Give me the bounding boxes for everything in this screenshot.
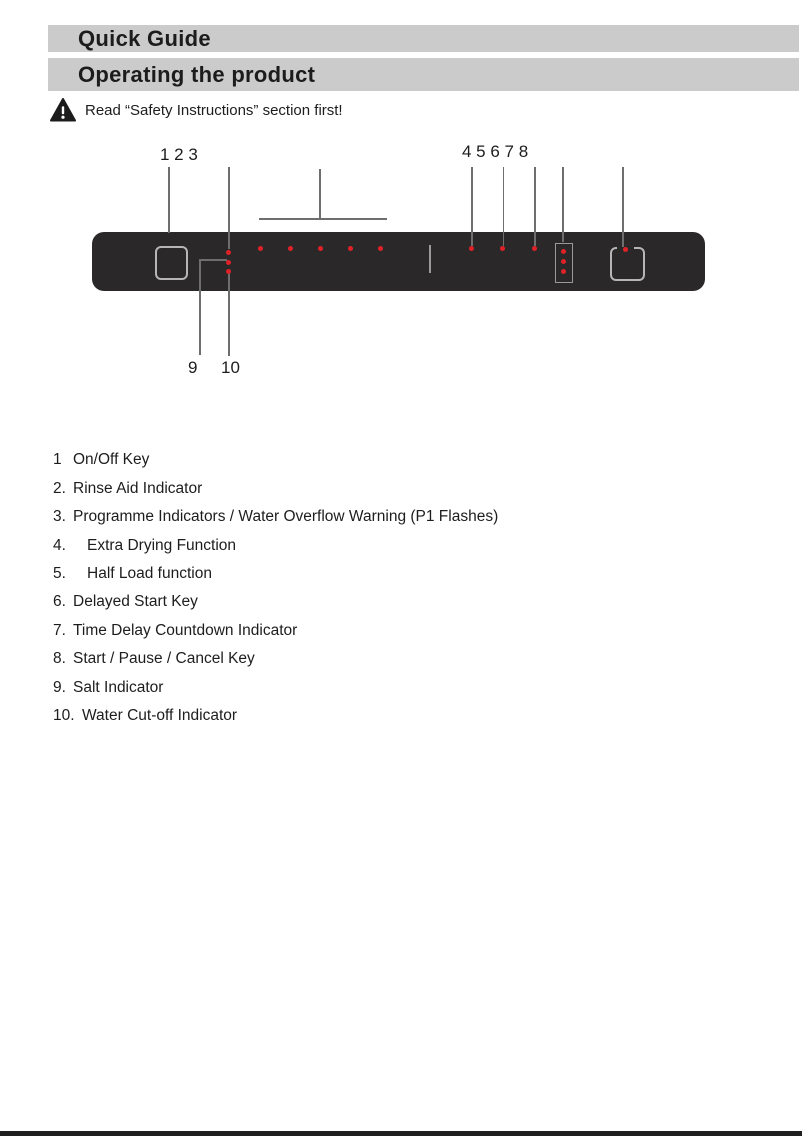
start-led xyxy=(623,247,628,252)
callout-line-9 xyxy=(199,259,201,355)
legend-item-label: Time Delay Countdown Indicator xyxy=(73,621,298,639)
callout-label-45678: 4 5 6 7 8 xyxy=(462,142,529,161)
programme-led-2 xyxy=(288,246,293,251)
programme-led-3 xyxy=(318,246,323,251)
countdown-led-2 xyxy=(561,259,566,264)
callout-label-10: 10 xyxy=(221,358,240,377)
callout-line-4 xyxy=(471,167,473,246)
legend-item-number: 4. xyxy=(53,536,66,554)
legend-item-label: Salt Indicator xyxy=(73,678,164,696)
legend-item-label: Water Cut-off Indicator xyxy=(82,707,238,725)
section-header-operating xyxy=(48,58,799,91)
legend-item-label: Extra Drying Function xyxy=(87,536,237,554)
legend-item-number: 9. xyxy=(53,678,66,696)
start-pause-cancel-button xyxy=(610,247,645,281)
safety-warning-note xyxy=(50,98,343,122)
legend-item-number: 8. xyxy=(53,650,66,668)
legend-item-label: Programme Indicators / Water Overflow Warning (P1 Flashes) xyxy=(73,508,499,526)
callout-line-5 xyxy=(503,167,505,246)
water-cutoff-led xyxy=(226,269,231,274)
legend-item-2 xyxy=(53,474,753,502)
legend-item-label: Rinse Aid Indicator xyxy=(73,479,203,497)
legend-item-1 xyxy=(53,446,753,474)
legend-item-number: 3. xyxy=(53,508,66,526)
callout-line-1 xyxy=(168,167,170,233)
half-load-led xyxy=(500,246,505,251)
legend-item-number: 5. xyxy=(53,564,66,582)
legend-item-6 xyxy=(53,588,753,616)
legend-item-number: 6. xyxy=(53,593,66,611)
panel-divider xyxy=(429,245,431,273)
programme-led-4 xyxy=(348,246,353,251)
callout-label-9: 9 xyxy=(188,358,198,377)
section-header-quick-guide xyxy=(48,25,799,52)
countdown-led-3 xyxy=(561,269,566,274)
legend-item-number: 1 xyxy=(53,451,62,469)
callout-line-7 xyxy=(562,167,564,242)
programme-led-5 xyxy=(378,246,383,251)
callout-line-10 xyxy=(228,272,230,356)
operating-title: Operating the product xyxy=(78,61,316,87)
rinse-aid-led xyxy=(226,250,231,255)
legend-item-number: 10. xyxy=(53,707,75,725)
legend-item-4 xyxy=(53,531,753,559)
callout-line-3-stem xyxy=(319,169,321,219)
legend-item-3 xyxy=(53,503,753,531)
callout-label-123: 1 2 3 xyxy=(160,145,198,164)
legend-item-9 xyxy=(53,674,753,702)
legend-item-8 xyxy=(53,645,753,673)
legend-item-number: 2. xyxy=(53,479,66,497)
legend-item-number: 7. xyxy=(53,621,66,639)
callout-line-6 xyxy=(534,167,536,246)
legend-item-7 xyxy=(53,617,753,645)
legend-item-label: Delayed Start Key xyxy=(73,593,198,611)
warning-text: Read “Safety Instructions” section first! xyxy=(85,101,343,119)
quick-guide-title: Quick Guide xyxy=(78,25,211,51)
legend-item-5 xyxy=(53,560,753,588)
legend-item-label: On/Off Key xyxy=(73,451,150,469)
legend-list xyxy=(53,446,753,730)
legend-item-label: Start / Pause / Cancel Key xyxy=(73,650,255,668)
callout-line-2 xyxy=(228,167,230,249)
programme-led-1 xyxy=(258,246,263,251)
countdown-led-1 xyxy=(561,249,566,254)
warning-icon xyxy=(50,98,76,122)
on-off-button xyxy=(155,246,188,280)
legend-item-label: Half Load function xyxy=(87,564,212,582)
callout-line-9-elbow xyxy=(199,259,227,261)
extra-drying-led xyxy=(469,246,474,251)
callout-line-8 xyxy=(622,167,624,247)
legend-item-10 xyxy=(53,702,753,730)
page-bottom-rule xyxy=(0,1131,802,1136)
callout-line-3-bar xyxy=(259,218,387,220)
control-panel-diagram xyxy=(0,140,802,392)
delayed-start-led xyxy=(532,246,537,251)
salt-led xyxy=(226,260,231,265)
